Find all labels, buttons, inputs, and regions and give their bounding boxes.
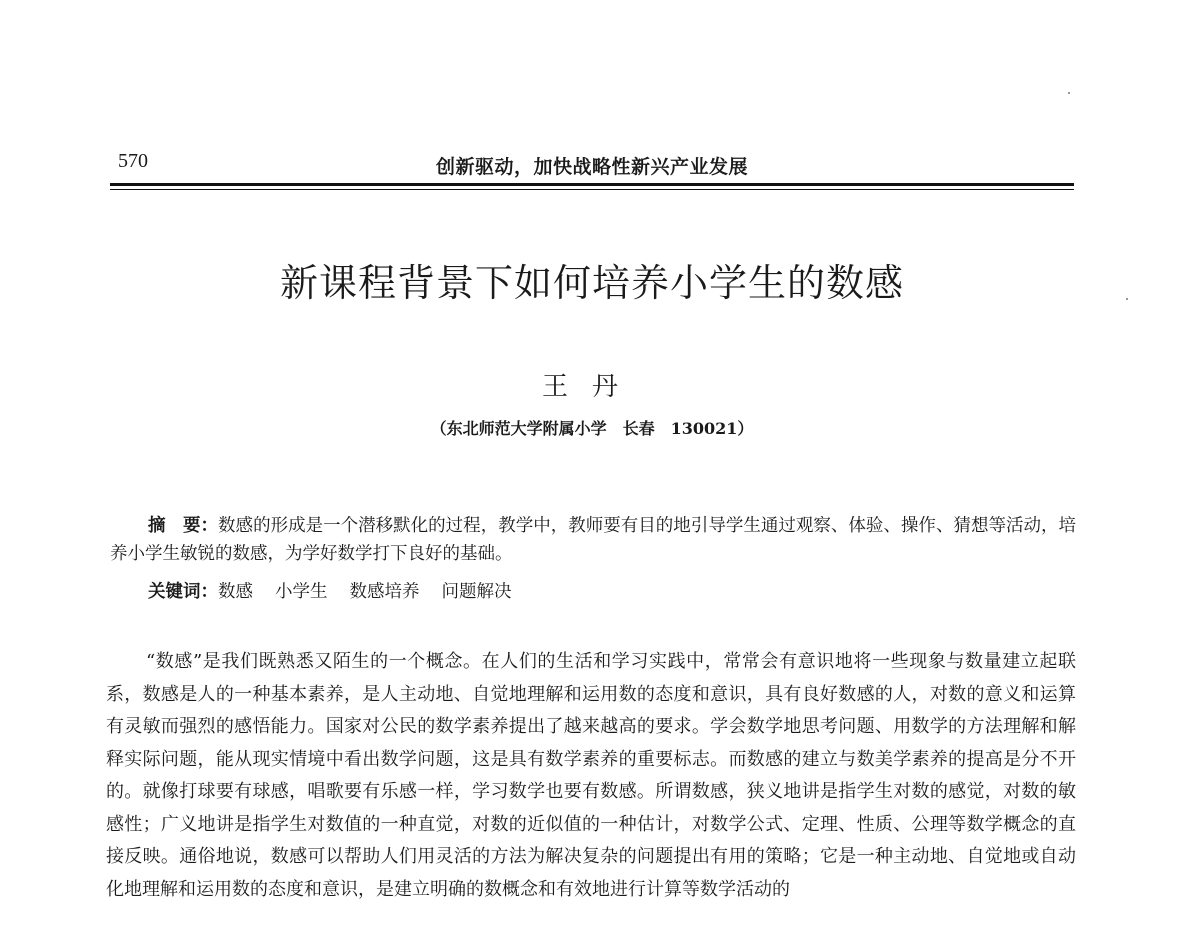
article-title: 新课程背景下如何培养小学生的数感	[279, 261, 904, 305]
scan-speck	[1126, 298, 1128, 300]
keyword-item: 数感培养	[349, 582, 420, 602]
scan-speck	[1068, 92, 1070, 94]
page-number: 570	[118, 150, 148, 172]
abstract-text: 数感的形成是一个潜移默化的过程，教学中，教师要有目的地引导学生通过观察、体验、操作、猜想等活动，培养小学生敏锐的数感，为学好数学打下良好的基础。	[110, 516, 1077, 564]
body-paragraph: “数感”是我们既熟悉又陌生的一个概念。在人们的生活和学习实践中，常常会有意识地将一些现象与数量建立起联系，数感是人的一种基本素养，是人主动地、自觉地理解和运用数的态度和意识，具有良好数感的人，对数的意义和运算有灵敏而强烈的感悟能力。国家对公民的数学素养提出了越来越高的要求。学会数学地思考问题、用数学的方法理解和解释实际问题，能从现实情境中看出数学问题，这是具有数学素养的重要标志。而数感的建立与数美学素养的提高是分不开的。就像打球要有球感，唱歌要有乐感一样，学习数学也要有数感。所谓数感，狭义地讲是指学生对数的感觉，对数的敏感性；广义地讲是指学生对数值的一种直觉，对数的近似值的一种估计，对数学公式、定理、性质、公理等数学概念的直接反映。通俗地说，数感可以帮助人们用灵活的方法为解决复杂的问题提出有用的策略；它是一种主动地、自觉地或自动化地理解和运用数的态度和意识，是建立明确的数概念和有效地进行计算等数学活动的	[106, 651, 1076, 900]
running-header	[110, 150, 1074, 178]
keyword-item: 数感	[218, 582, 253, 602]
abstract	[110, 512, 1076, 568]
keywords	[148, 578, 1068, 606]
keyword-item: 小学生	[275, 582, 328, 602]
keywords-label: 关键词：	[148, 582, 218, 602]
journal-title: 创新驱动，加快战略性新兴产业发展	[435, 156, 748, 178]
abstract-label: 摘 要：	[148, 516, 219, 536]
header-rule-thick	[110, 183, 1074, 186]
header-rule-thin	[110, 189, 1074, 190]
author-affiliation: （东北师范大学附属小学 长春 130021）	[430, 419, 754, 438]
keyword-item: 问题解决	[441, 582, 512, 602]
author-name: 王丹	[541, 372, 642, 402]
